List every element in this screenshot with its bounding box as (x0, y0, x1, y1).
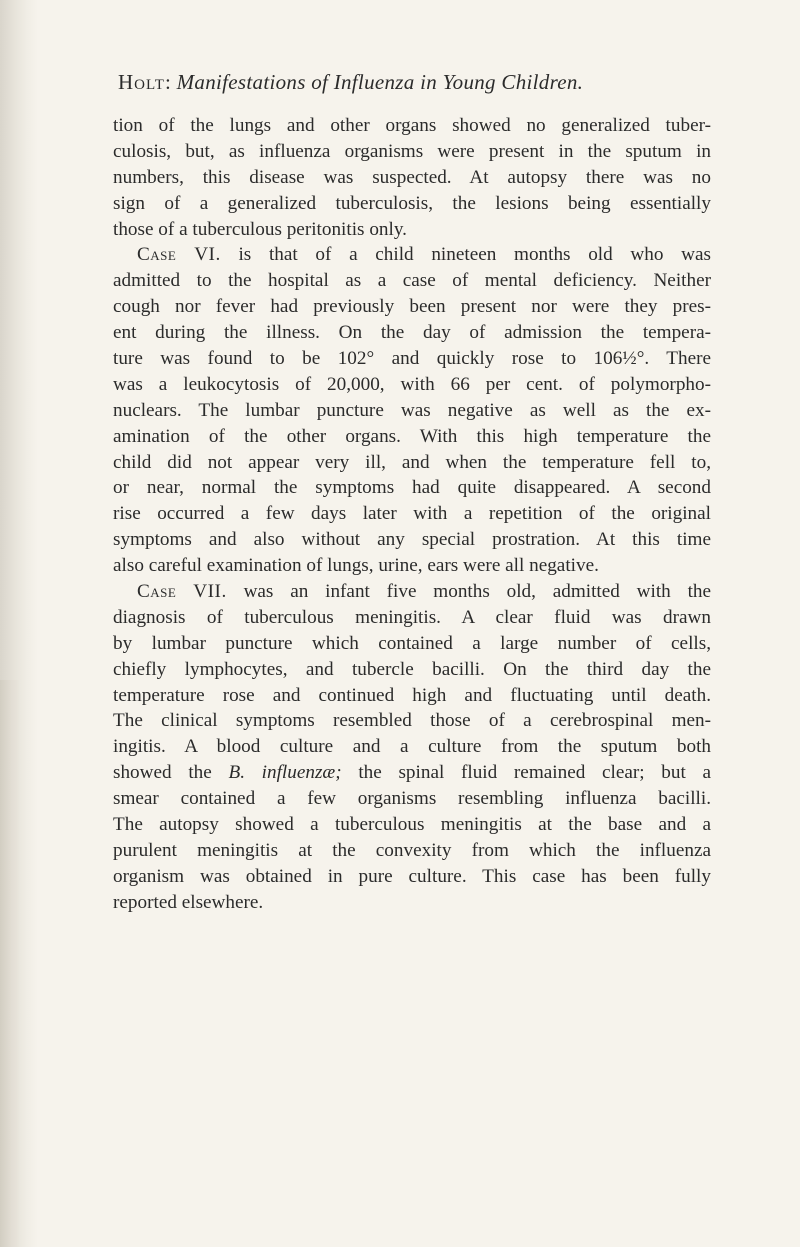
text-line: temperature rose and continued high and fluctuating until death. (113, 684, 711, 706)
text-line: diagnosis of tuberculous meningitis. A clear fluid was drawn (113, 606, 711, 628)
text-line: smear contained a few organisms resembling influenza bacilli. (113, 788, 711, 810)
running-head-author: Holt (118, 70, 165, 94)
text-line: rise occurred a few days later with a repetition of the original (113, 503, 711, 525)
text-line: symptoms and also without any special prostration. At this time (113, 529, 711, 551)
text-line-case-vii (113, 579, 711, 605)
case-vi-label: Case VI. (137, 244, 221, 266)
running-head-separator: : (164, 70, 177, 94)
text-line: purulent meningitis at the convexity from which the influenza (113, 839, 711, 861)
text-line: The autopsy showed a tuberculous meningitis at the base and a (113, 814, 711, 836)
text-line: ture was found to be 102° and quickly rose to 106½°. There (113, 348, 711, 370)
text-line: or near, normal the symptoms had quite disappeared. A second (113, 477, 711, 499)
text-line: by lumbar puncture which contained a large number of cells, (113, 632, 711, 654)
text-line: child did not appear very ill, and when the temperature fell to, (113, 451, 711, 473)
text-line: sign of a generalized tuberculosis, the lesions being essentially (113, 192, 711, 214)
species-name: B. influenzæ; (228, 762, 342, 784)
text-line: admitted to the hospital as a case of mental deficiency. Neither (113, 270, 711, 292)
case-vii-label: Case VII. (137, 581, 227, 603)
text-line: amination of the other organs. With this high temperature the (113, 425, 711, 447)
text-line: cough nor fever had previously been present nor were they pres- (113, 296, 711, 318)
body-text (113, 113, 711, 916)
text-line: culosis, but, as influenza organisms were present in the sputum in (113, 140, 711, 162)
line-prefix: showed the (113, 762, 212, 784)
text-line: The clinical symptoms resembled those of a cerebrospinal men- (113, 710, 711, 732)
text-line: ingitis. A blood culture and a culture from the sputum both (113, 736, 711, 758)
text-line: organism was obtained in pure culture. This case has been fully (113, 865, 711, 887)
text-line: also careful examination of lungs, urine, ears were all negative. (113, 555, 599, 577)
text-line-mixed (113, 760, 711, 786)
text-line: reported elsewhere. (113, 891, 264, 913)
binding-shadow-lower (0, 680, 20, 1247)
line-suffix: the spinal fluid remained clear; but a (358, 762, 711, 784)
text-line-case-vi (113, 242, 711, 268)
text-line: chiefly lymphocytes, and tubercle bacilli. On the third day the (113, 658, 711, 680)
running-head (118, 70, 678, 95)
text-line: nuclears. The lumbar puncture was negative as well as the ex- (113, 399, 711, 421)
text-line: numbers, this disease was suspected. At autopsy there was no (113, 166, 711, 188)
text-line: was a leukocytosis of 20,000, with 66 per cent. of polymorpho- (113, 373, 711, 395)
running-head-title: Manifestations of Influenza in Young Children. (176, 70, 584, 94)
text-line: tion of the lungs and other organs showed no generalized tuber- (113, 115, 711, 136)
text-line: those of a tuberculous peritonitis only. (113, 218, 407, 240)
case-vi-text: is that of a child nineteen months old who was (238, 244, 711, 266)
case-vii-text: was an infant five months old, admitted with the (243, 581, 711, 603)
text-line: ent during the illness. On the day of admission the tempera- (113, 322, 711, 344)
